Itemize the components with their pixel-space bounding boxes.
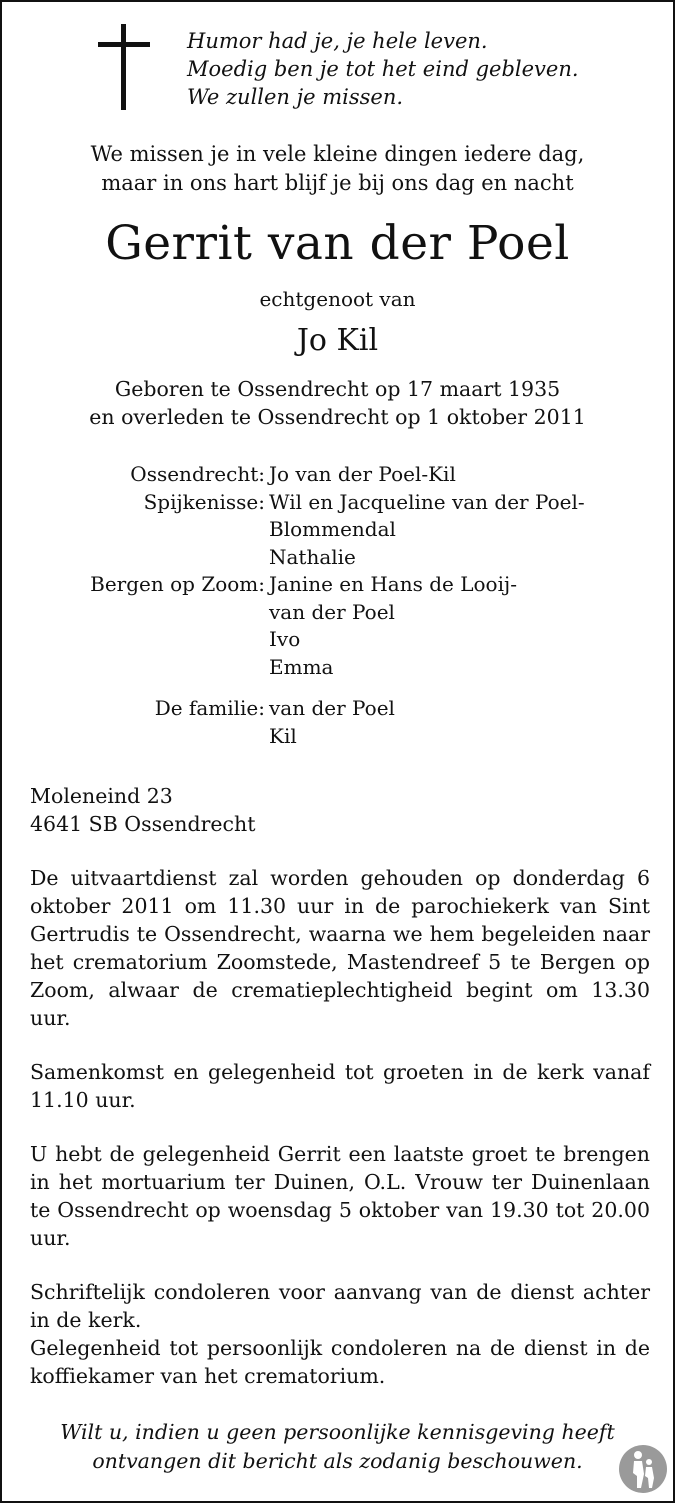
family-place: De familie: [154, 696, 265, 720]
condolence-line: Schriftelijk condoleren voor aanvang van de dienst achter in de kerk. [30, 1280, 650, 1332]
family-name: Wil en Jacqueline van der Poel- [269, 489, 585, 514]
family-name: Janine en Hans de Looij- [269, 572, 517, 596]
notice-body [30, 782, 650, 1416]
family-names [265, 461, 456, 489]
family-list [2, 461, 673, 750]
spouse-label: echtgenoot van [259, 287, 416, 311]
family-place: Bergen op Zoom: [90, 572, 265, 596]
family-place: Ossendrecht: [130, 462, 265, 486]
family-name: Ivo [269, 627, 301, 651]
poem-line: Moedig ben je tot het eind gebleven. [187, 57, 579, 81]
family-names [265, 489, 585, 572]
cross-icon [98, 24, 150, 110]
family-row [2, 571, 673, 681]
closing-line: ontvangen dit bericht als zodanig beschouwen. [92, 1449, 583, 1473]
family-place: Spijkenisse: [143, 489, 265, 514]
memorial-logo-icon [618, 1440, 668, 1494]
family-names [265, 571, 517, 681]
family-name: Kil [269, 723, 297, 748]
gathering-paragraph: Samenkomst en gelegenheid tot groeten in de kerk vanaf 11.10 uur. [30, 1060, 650, 1112]
deceased-name: Gerrit van der Poel [105, 216, 570, 271]
family-row [2, 489, 673, 572]
address-street: Moleneind 23 [30, 784, 173, 808]
family-name: Nathalie [269, 544, 356, 569]
address-city: 4641 SB Ossendrecht [30, 812, 256, 836]
closing-note [2, 1418, 673, 1476]
birth-line: Geboren te Ossendrecht op 17 maart 1935 [114, 377, 561, 401]
motto-line: maar in ons hart blijf je bij ons dag en nacht [101, 171, 574, 195]
family-name: van der Poel [269, 599, 395, 624]
address [30, 782, 650, 838]
viewing-paragraph: U hebt de gelegenheid Gerrit een laatste groet te brengen in het mortuarium ter Duinen, O.L. Vrouw ter Duinenlaan te Ossendrecht op woensdag 5 oktober van 19.30 tot 20.00 uur. [30, 1142, 650, 1250]
motto [2, 140, 673, 198]
family-name: Blommendal [269, 517, 396, 541]
death-line: en overleden te Ossendrecht op 1 oktober 2011 [89, 405, 586, 429]
funeral-paragraph: De uitvaartdienst zal worden gehouden op donderdag 6 oktober 2011 om 11.30 uur in de parochiekerk van Sint Gertrudis te Ossendrecht, waarna we hem begeleiden naar het crematorium Zoomstede, Mastendreef 5 te Bergen op Zoom, alwaar de crematieplechtigheid begint om 13.30 uur. [30, 866, 650, 1030]
condolence-line: Gelegenheid tot persoonlijk condoleren na de dienst in de koffiekamer van het crematorium. [30, 1336, 650, 1388]
family-row [2, 461, 673, 489]
family-row [2, 695, 673, 750]
family-names [265, 695, 395, 750]
poem [187, 27, 579, 111]
closing-line: Wilt u, indien u geen persoonlijke kennisgeving heeft [60, 1420, 615, 1444]
family-name: van der Poel [269, 696, 395, 720]
life-dates [2, 375, 673, 431]
poem-line: We zullen je missen. [187, 85, 404, 109]
spouse-name: Jo Kil [296, 323, 379, 358]
motto-line: We missen je in vele kleine dingen iedere dag, [90, 142, 585, 166]
family-name: Jo van der Poel-Kil [269, 462, 456, 486]
condolence-paragraph [30, 1278, 650, 1390]
family-name: Emma [269, 654, 334, 679]
poem-line: Humor had je, je hele leven. [187, 29, 488, 53]
